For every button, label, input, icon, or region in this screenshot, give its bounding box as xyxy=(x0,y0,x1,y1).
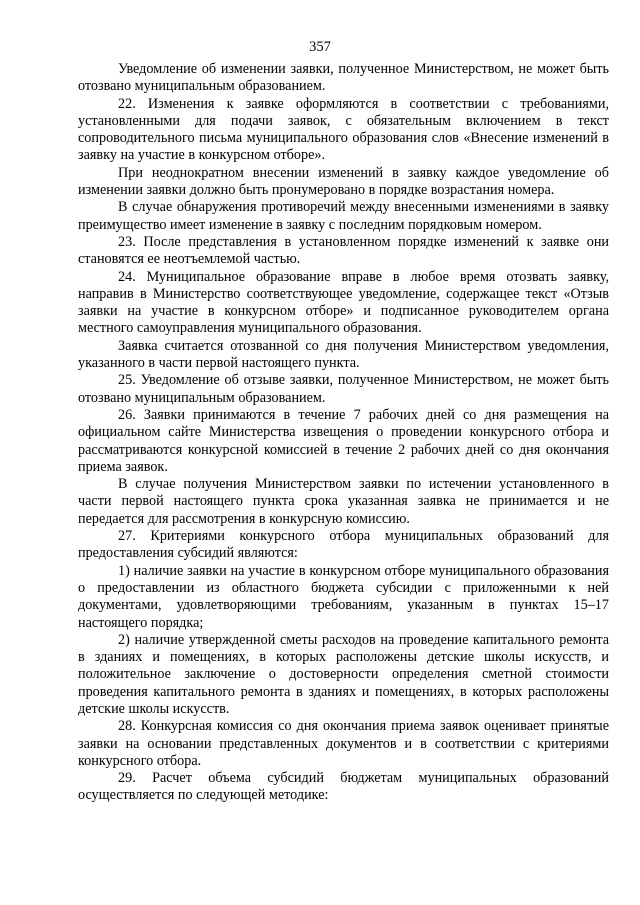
paragraph: При неоднократном внесении изменений в заявку каждое уведомление об изменении заявки должно быть пронумеровано в порядке возрастания номера. xyxy=(78,164,609,199)
page-number: 357 xyxy=(309,39,331,55)
paragraph: 28. Конкурсная комиссия со дня окончания приема заявок оценивает принятые заявки на основании представленных документов и в соответствии с критериями конкурсного отбора. xyxy=(78,718,609,769)
paragraph: 2) наличие утвержденной сметы расходов на проведение капитального ремонта в зданиях и помещениях, в которых расположены детские школы искусств, и положительное заключение о достоверности определения сметной стоимости проведения капитального ремонта в зданиях и помещениях, в которых расположены детские школы искусств. xyxy=(78,631,609,717)
paragraph: В случае обнаружения противоречий между внесенными изменениями в заявку преимущество имеет изменение в заявку с последним порядковым номером. xyxy=(78,199,609,233)
paragraph: Уведомление об изменении заявки, полученное Министерством, не может быть отозвано муниципальным образованием. xyxy=(78,61,609,95)
document-body xyxy=(78,61,609,805)
paragraph: 24. Муниципальное образование вправе в любое время отозвать заявку, направив в Министерство соответствующее уведомление, содержащее текст «Отзыв заявки на участие в конкурсном отборе» и подписанное руководителем органа местного самоуправления муниципального образования. xyxy=(78,268,609,337)
paragraph: Заявка считается отозванной со дня получения Министерством уведомления, указанного в части первой настоящего пункта. xyxy=(78,337,609,372)
paragraph: 26. Заявки принимаются в течение 7 рабочих дней со дня размещения на официальном сайте Министерства извещения о проведении конкурсного отбора и рассматриваются конкурсной комиссией в течение 2 рабочих дней со дня окончания приема заявок. xyxy=(78,406,609,475)
paragraph: 29. Расчет объема субсидий бюджетам муниципальных образований осуществляется по следующей методике: xyxy=(78,770,609,804)
paragraph: 1) наличие заявки на участие в конкурсном отборе муниципального образования о предоставлении из областного бюджета субсидии с приложенными к ней документами, удовлетворяющими требованиям, указанным в пунктах 15–17 настоящего порядка; xyxy=(78,562,609,631)
paragraph: 22. Изменения к заявке оформляются в соответствии с требованиями, установленными для подачи заявок, с обязательным включением в текст сопроводительного письма муниципального образования слов «Внесение изменений в заявку на участие в конкурсном отборе». xyxy=(78,95,609,164)
paragraph: В случае получения Министерством заявки по истечении установленного в части первой настоящего пункта срока указанная заявка не принимается и не передается для рассмотрения в конкурсную комиссию. xyxy=(78,476,609,527)
paragraph: 25. Уведомление об отзыве заявки, полученное Министерством, не может быть отозвано муниципальным образованием. xyxy=(78,372,609,406)
paragraph: 23. После представления в установленном порядке изменений к заявке они становятся ее неотъемлемой частью. xyxy=(78,233,609,268)
paragraph: 27. Критериями конкурсного отбора муниципальных образований для предоставления субсидий являются: xyxy=(78,528,609,562)
